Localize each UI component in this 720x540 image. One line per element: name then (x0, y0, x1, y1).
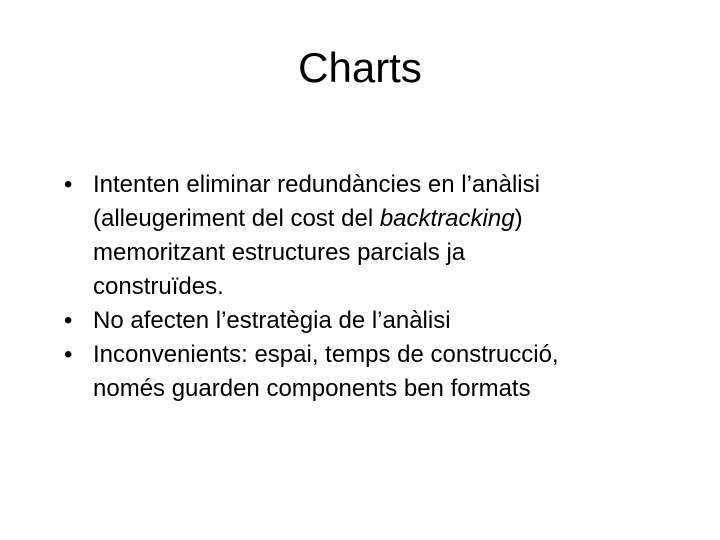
bullet-text-suffix: ) (514, 205, 523, 232)
bullet-line-1: Intenten eliminar redundàncies en l’anàlisi (93, 171, 540, 198)
bullet-list (0, 168, 653, 406)
bullet-line-2 (93, 202, 653, 236)
bullet-line-1: No afecten l’estratègia de l’anàlisi (93, 307, 451, 334)
bullet-marker: • (64, 307, 73, 334)
slide-title: Charts (298, 44, 422, 91)
bullet-line-3: memoritzant estructures parcials ja (93, 239, 466, 266)
bullet-item-drawbacks (0, 338, 653, 406)
bullet-line-1: Inconvenients: espai, temps de construcció, (93, 341, 559, 368)
bullet-line-2: només guarden components ben formats (93, 375, 531, 402)
bullet-marker: • (64, 171, 73, 198)
bullet-item-redundancies (0, 168, 653, 304)
bullet-text-prefix: (alleugeriment del cost del (93, 205, 380, 232)
bullet-item-strategy (0, 304, 653, 338)
italic-term: backtracking (379, 205, 515, 232)
bullet-line-4: construïdes. (93, 273, 224, 300)
bullet-marker: • (64, 341, 73, 368)
